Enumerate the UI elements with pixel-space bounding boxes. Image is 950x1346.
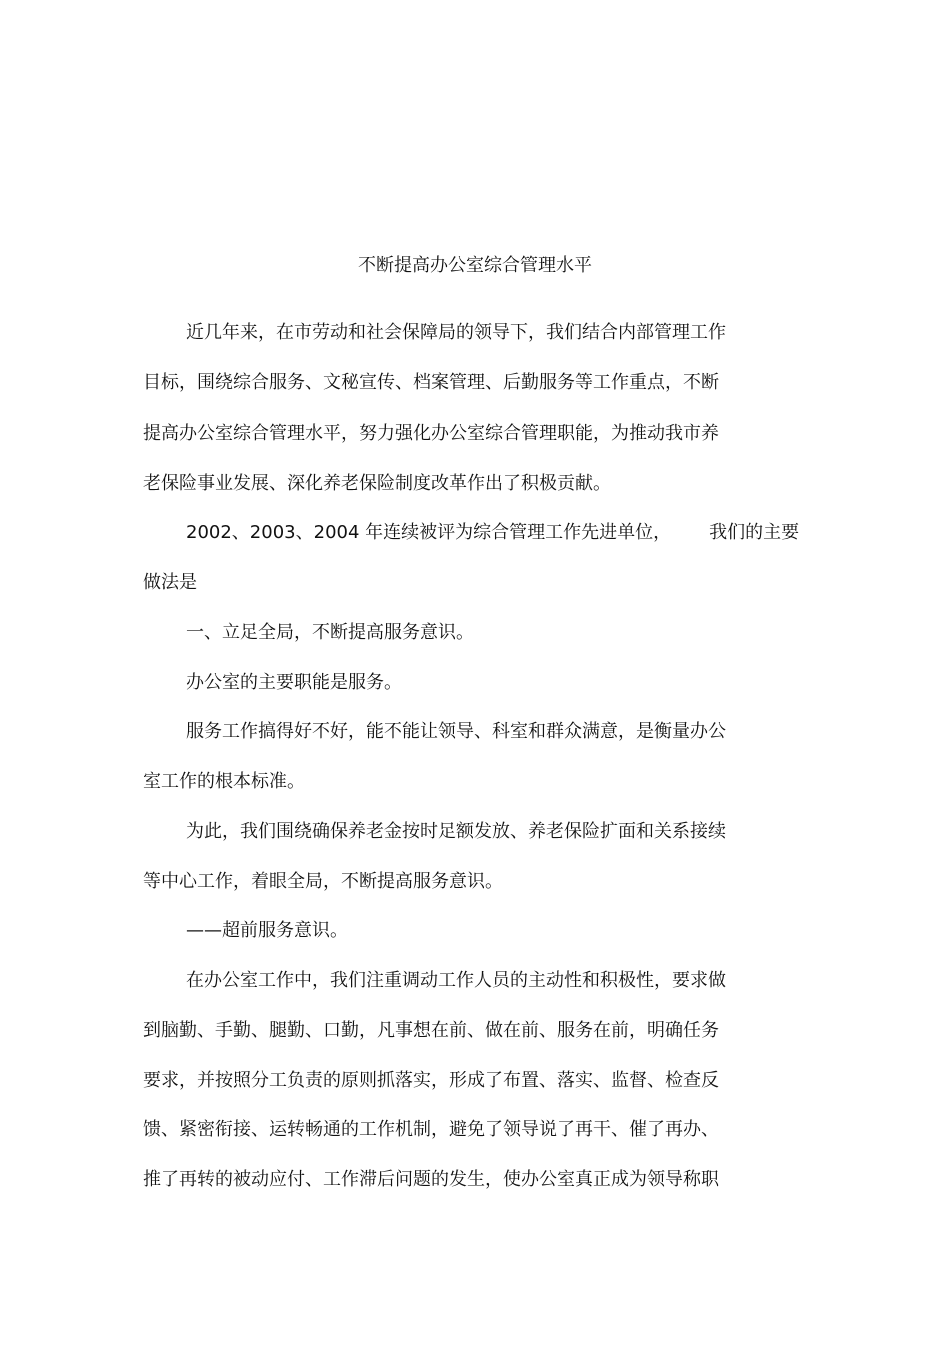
paragraph-line: 提高办公室综合管理水平，努力强化办公室综合管理职能，为推动我市养 xyxy=(143,423,719,444)
paragraph-line: 为此，我们围绕确保养老金按时足额发放、养老保险扩面和关系接续 xyxy=(186,821,726,842)
paragraph-line-part: 2002、2003、2004 年连续被评为综合管理工作先进单位， xyxy=(186,522,672,543)
paragraph-line: 室工作的根本标准。 xyxy=(143,771,305,792)
paragraph-line: 做法是 xyxy=(143,572,197,593)
paragraph-line: 目标，围绕综合服务、文秘宣传、档案管理、后勤服务等工作重点，不断 xyxy=(143,372,719,393)
paragraph-line-part: 我们的主要 xyxy=(709,522,800,543)
document-title: 不断提高办公室综合管理水平 xyxy=(358,255,592,276)
paragraph-line: 老保险事业发展、深化养老保险制度改革作出了积极贡献。 xyxy=(143,473,611,494)
section-heading: 一、立足全局，不断提高服务意识。 xyxy=(186,622,474,643)
subsection-heading: ——超前服务意识。 xyxy=(186,920,348,941)
paragraph-line: 等中心工作，着眼全局，不断提高服务意识。 xyxy=(143,871,503,892)
paragraph-line: 办公室的主要职能是服务。 xyxy=(186,672,402,693)
paragraph-line: 推了再转的被动应付、工作滞后问题的发生，使办公室真正成为领导称职 xyxy=(143,1169,719,1190)
paragraph-line: 要求，并按照分工负责的原则抓落实，形成了布置、落实、监督、检查反 xyxy=(143,1070,719,1091)
paragraph-line xyxy=(186,520,799,546)
paragraph-line: 在办公室工作中，我们注重调动工作人员的主动性和积极性，要求做 xyxy=(186,970,726,991)
paragraph-line: 近几年来，在市劳动和社会保障局的领导下，我们结合内部管理工作 xyxy=(186,322,726,343)
paragraph-line: 服务工作搞得好不好，能不能让领导、科室和群众满意，是衡量办公 xyxy=(186,721,726,742)
paragraph-line: 到脑勤、手勤、腿勤、口勤，凡事想在前、做在前、服务在前，明确任务 xyxy=(143,1020,719,1041)
paragraph-line: 馈、紧密衔接、运转畅通的工作机制，避免了领导说了再干、催了再办、 xyxy=(143,1119,719,1140)
